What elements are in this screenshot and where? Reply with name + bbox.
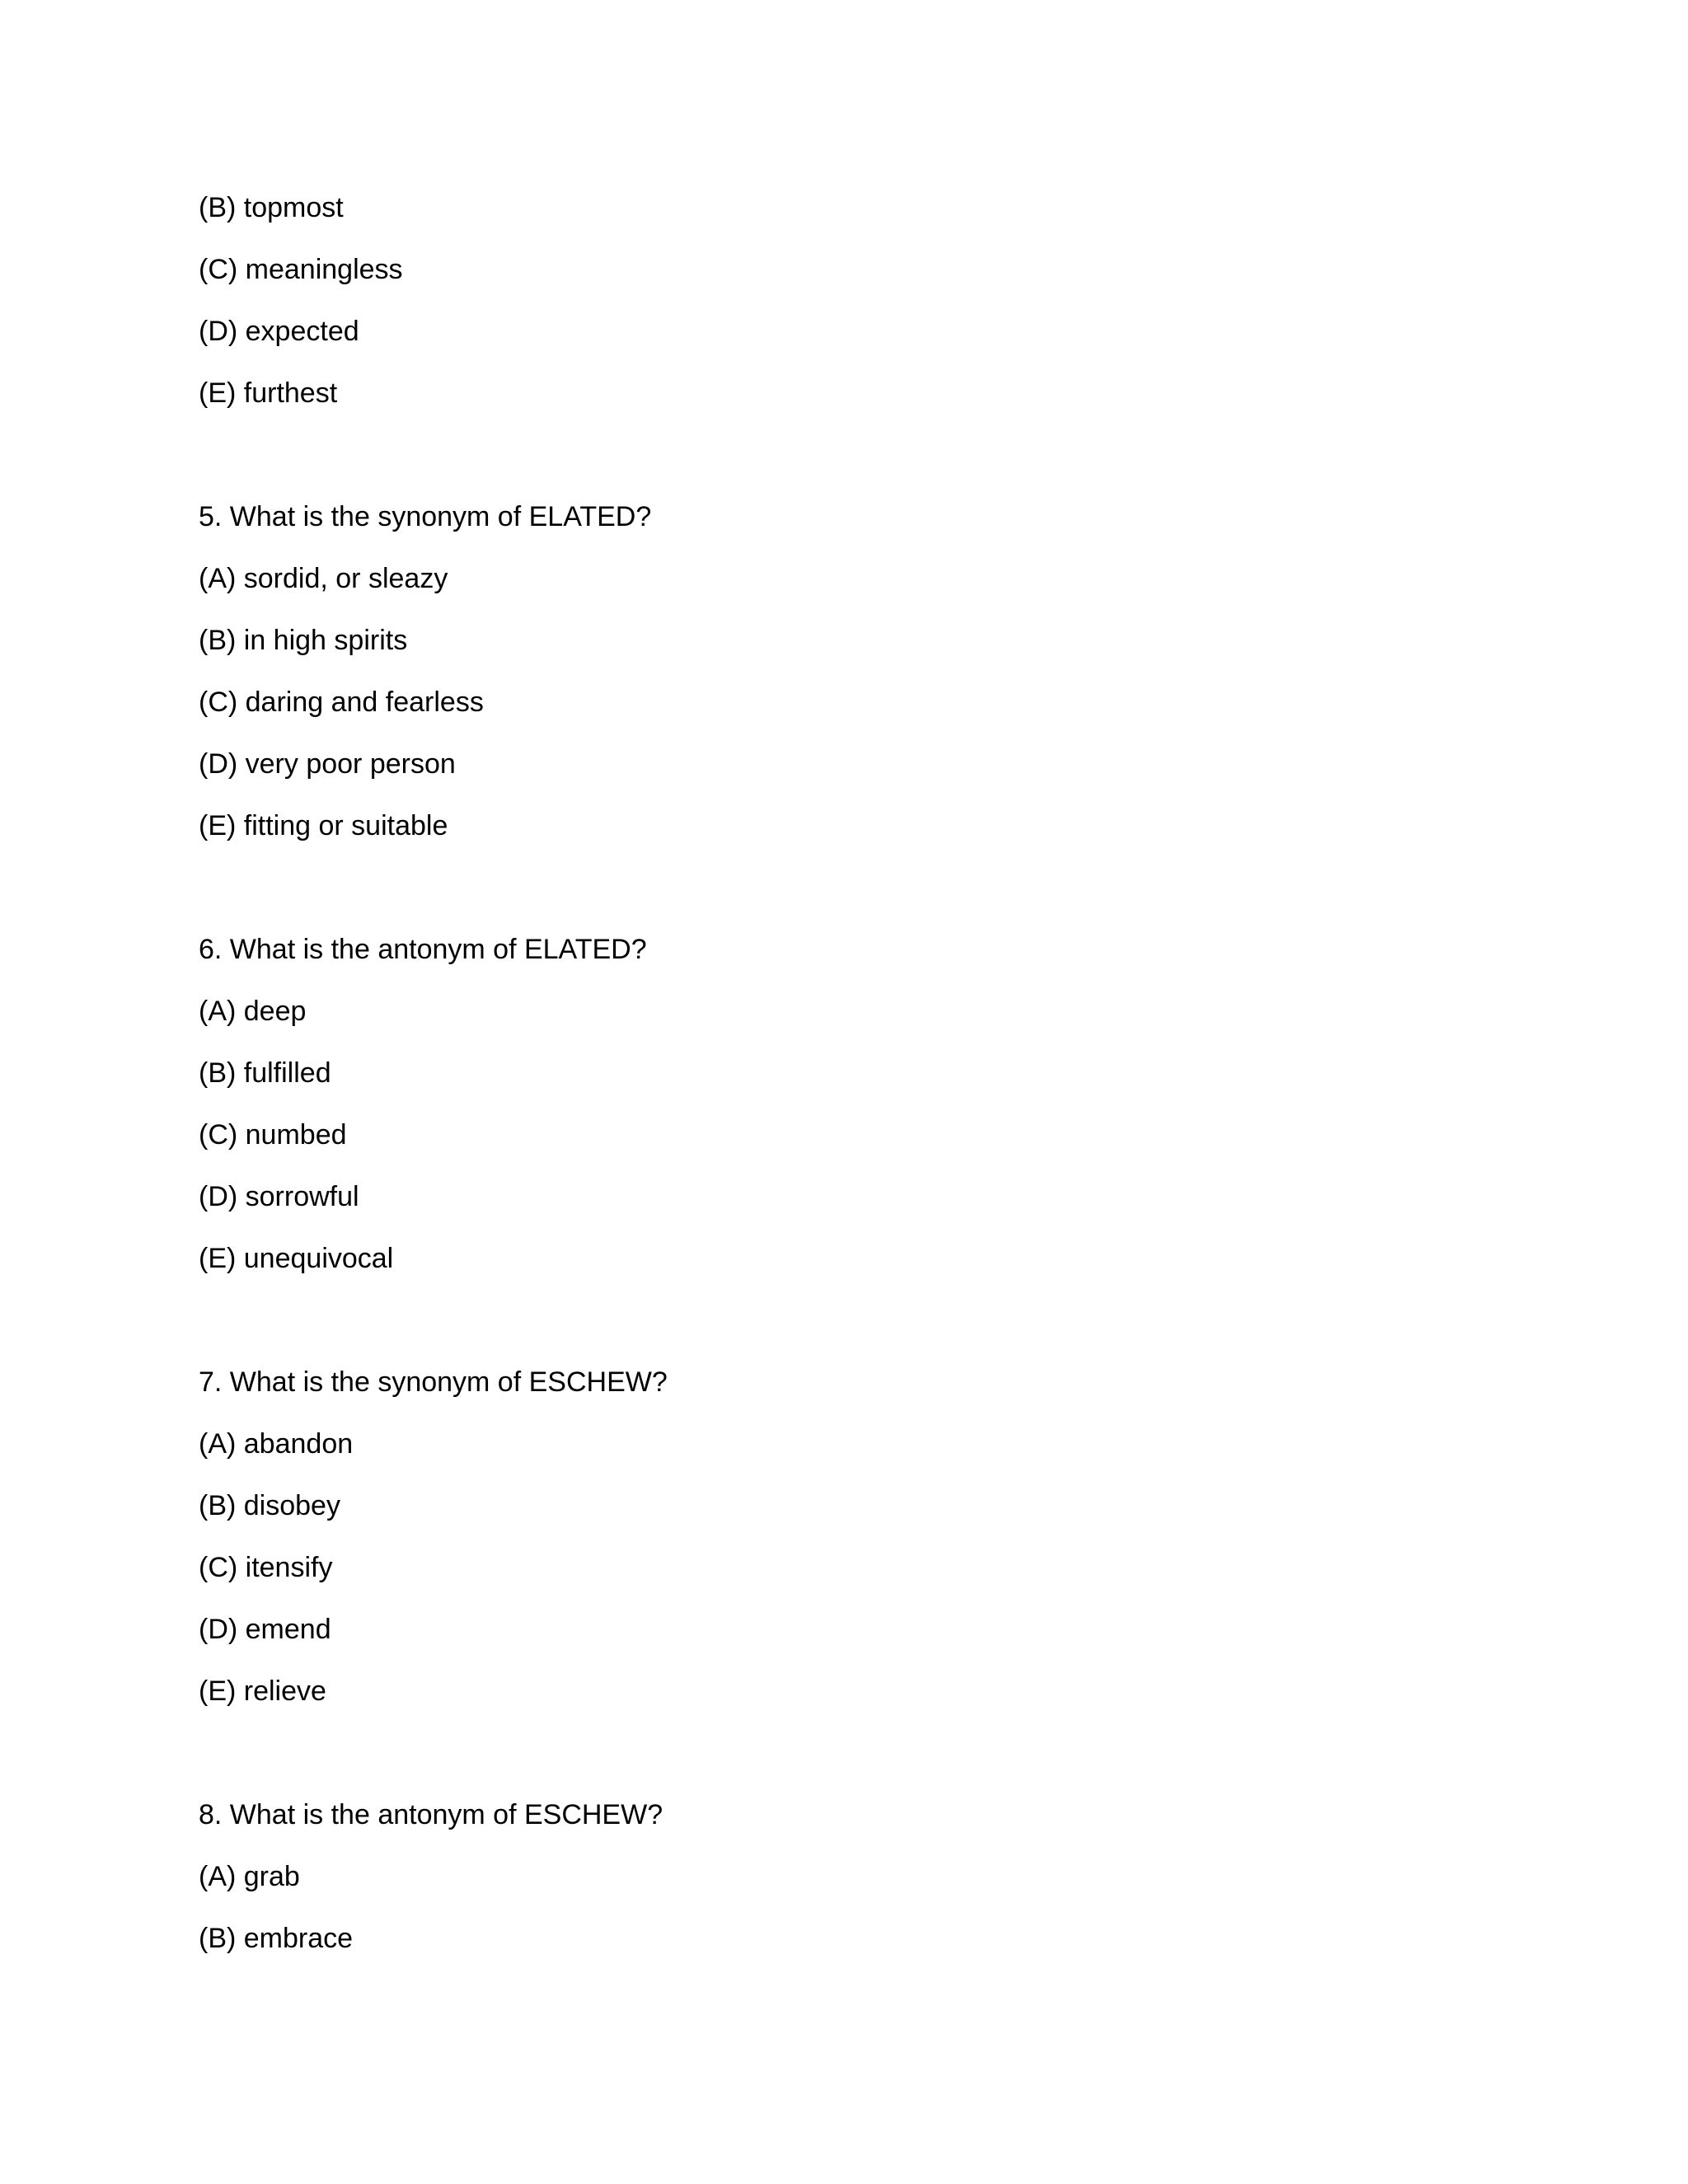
question-7: [199, 1366, 1484, 1708]
question-text: 8. What is the antonym of ESCHEW?: [199, 1799, 663, 1830]
answer-option: (B) disobey: [199, 1490, 340, 1521]
answer-option: (D) emend: [199, 1614, 331, 1645]
question-8: [199, 1798, 1484, 1955]
answer-option: (E) furthest: [199, 377, 338, 409]
question-6: [199, 933, 1484, 1275]
question-text: 7. What is the synonym of ESCHEW?: [199, 1366, 668, 1398]
answer-option: (B) in high spirits: [199, 625, 408, 656]
continued-options: [199, 191, 1484, 410]
answer-option: (B) embrace: [199, 1923, 354, 1954]
answer-option: (A) sordid, or sleazy: [199, 563, 448, 594]
question-text: 5. What is the synonym of ELATED?: [199, 501, 652, 532]
answer-option: (D) sorrowful: [199, 1181, 359, 1212]
answer-option: (E) fitting or suitable: [199, 810, 448, 841]
answer-option: (E) unequivocal: [199, 1243, 394, 1274]
answer-option: (D) very poor person: [199, 748, 456, 780]
question-text: 6. What is the antonym of ELATED?: [199, 934, 647, 965]
spacer: [199, 1736, 1484, 1798]
question-5: [199, 500, 1484, 842]
document-content: [199, 191, 1484, 1984]
spacer: [199, 438, 1484, 500]
answer-option: (A) abandon: [199, 1428, 354, 1460]
answer-option: (A) grab: [199, 1861, 300, 1892]
answer-option: (C) numbed: [199, 1119, 347, 1151]
spacer: [199, 871, 1484, 933]
answer-option: (C) meaningless: [199, 254, 403, 285]
answer-option: (C) itensify: [199, 1552, 333, 1583]
answer-option: (C) daring and fearless: [199, 687, 484, 718]
answer-option: (A) deep: [199, 996, 307, 1027]
answer-option: (B) topmost: [199, 192, 344, 223]
answer-option: (B) fulfilled: [199, 1057, 331, 1089]
answer-option: (D) expected: [199, 316, 359, 347]
spacer: [199, 1304, 1484, 1366]
answer-option: (E) relieve: [199, 1675, 326, 1707]
